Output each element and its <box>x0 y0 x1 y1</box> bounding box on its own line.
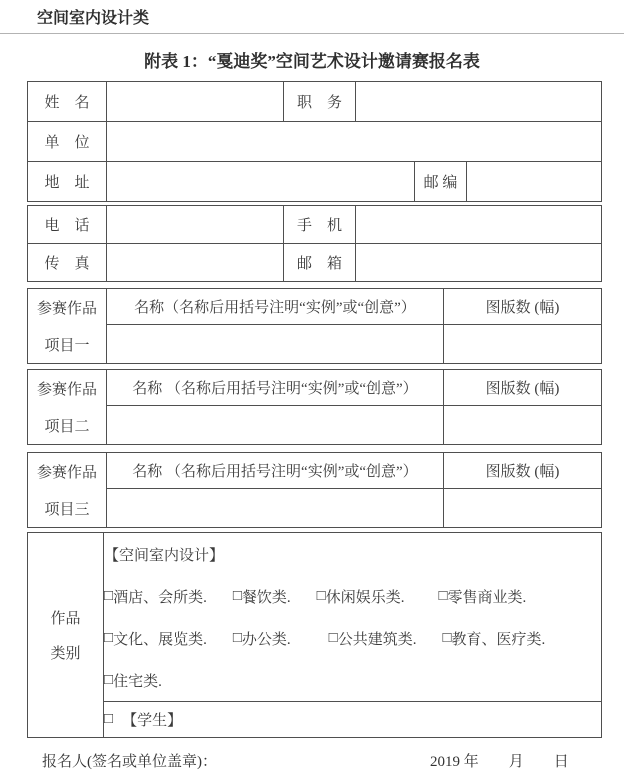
postcode-input-cell[interactable] <box>467 162 602 202</box>
student-label: 【学生】 <box>122 713 183 729</box>
checkbox-icon[interactable]: □ <box>104 629 114 646</box>
contact-table-b <box>27 205 602 282</box>
position-input-cell[interactable] <box>356 82 602 122</box>
phone-label-cell: 电 话 <box>28 206 107 244</box>
category-option-label: 公共建筑类. <box>337 631 417 648</box>
checkbox-icon[interactable]: □ <box>438 587 448 604</box>
project2-name-input-cell[interactable] <box>107 406 444 445</box>
student-option <box>104 709 601 730</box>
project-group-label: 参赛作品 <box>36 465 97 481</box>
category-option-label: 教育、医疗类. <box>451 631 546 648</box>
project-table-3 <box>27 452 602 528</box>
category-option-education <box>442 628 545 649</box>
mobile-input-cell[interactable] <box>356 206 602 244</box>
checkbox-icon[interactable]: □ <box>104 711 114 727</box>
project-group-label: 参赛作品 <box>36 382 97 398</box>
category-options-row1 <box>104 575 601 617</box>
category-option-culture <box>104 628 207 649</box>
category-option-label: 休闲娱乐类. <box>325 589 405 606</box>
category-option-dining <box>233 586 291 607</box>
category-header-text: 空间室内设计类 <box>37 10 150 27</box>
postcode-label-cell: 邮 编 <box>415 162 467 202</box>
category-options-row2 <box>104 617 601 659</box>
unit-label-cell: 单 位 <box>28 122 107 162</box>
project-item-label: 项目一 <box>44 338 90 354</box>
email-label-cell: 邮 箱 <box>284 244 356 282</box>
project2-label-cell <box>28 370 107 445</box>
project-table-1 <box>27 288 602 364</box>
name-input-cell[interactable] <box>107 82 284 122</box>
checkbox-icon[interactable]: □ <box>442 629 452 646</box>
checkbox-icon[interactable]: □ <box>232 629 242 646</box>
project1-label-cell <box>28 289 107 364</box>
project1-plates-header: 图版数 (幅) <box>444 289 602 325</box>
category-section-title: 【空间室内设计】 <box>104 547 225 564</box>
name-label-cell: 姓 名 <box>28 82 107 122</box>
category-header <box>0 0 624 34</box>
category-label-cell <box>28 533 104 738</box>
signer-label: 报名人(签名或单位盖章)： <box>42 754 217 770</box>
fax-input-cell[interactable] <box>107 244 284 282</box>
project-item-label: 项目三 <box>44 502 90 518</box>
project3-name-header: 名称 （名称后用括号注明“实例”或“创意”） <box>107 453 444 489</box>
category-option-retail <box>438 586 526 607</box>
category-option-public <box>329 628 417 649</box>
checkbox-icon[interactable]: □ <box>328 629 338 646</box>
project3-plates-input-cell[interactable] <box>444 489 602 528</box>
project1-name-input-cell[interactable] <box>107 325 444 364</box>
category-option-label: 文化、展览类. <box>113 631 207 648</box>
footer <box>0 750 624 772</box>
phone-input-cell[interactable] <box>107 206 284 244</box>
unit-input-cell[interactable] <box>107 122 602 162</box>
address-input-cell[interactable] <box>107 162 415 202</box>
form-title: 附表 1：“戛迪奖”空间艺术设计邀请赛报名表 <box>144 52 480 71</box>
project2-name-header: 名称 （名称后用括号注明“实例”或“创意”） <box>107 370 444 406</box>
checkbox-icon[interactable]: □ <box>232 587 242 604</box>
category-option-leisure <box>317 586 405 607</box>
category-option-hotel <box>104 586 207 607</box>
category-options-row3 <box>104 659 601 701</box>
checkbox-icon[interactable]: □ <box>104 587 114 604</box>
category-label-line1: 作品 <box>50 611 81 627</box>
category-option-label: 住宅类. <box>113 673 162 690</box>
category-option-label: 办公类. <box>241 631 291 648</box>
project3-label-cell <box>28 453 107 528</box>
category-option-label: 酒店、会所类. <box>113 589 207 606</box>
category-label-line2: 类别 <box>50 646 81 662</box>
category-table <box>27 532 602 738</box>
project1-name-header: 名称（名称后用括号注明“实例”或“创意”） <box>107 289 444 325</box>
mobile-label-cell: 手 机 <box>284 206 356 244</box>
fax-label-cell: 传 真 <box>28 244 107 282</box>
category-option-label: 餐饮类. <box>241 589 291 606</box>
project1-plates-input-cell[interactable] <box>444 325 602 364</box>
email-input-cell[interactable] <box>356 244 602 282</box>
contact-table-a <box>27 81 602 202</box>
category-option-label: 零售商业类. <box>447 589 527 606</box>
project2-plates-input-cell[interactable] <box>444 406 602 445</box>
checkbox-icon[interactable]: □ <box>316 587 326 604</box>
project-item-label: 项目二 <box>44 419 90 435</box>
category-option-residential <box>104 670 162 691</box>
category-option-office <box>233 628 291 649</box>
project3-plates-header: 图版数 (幅) <box>444 453 602 489</box>
checkbox-icon[interactable]: □ <box>104 671 114 688</box>
project2-plates-header: 图版数 (幅) <box>444 370 602 406</box>
project-group-label: 参赛作品 <box>36 301 97 317</box>
date-text: 2019 年 月 日 <box>430 754 569 770</box>
student-row-cell <box>104 702 602 738</box>
position-label-cell: 职 务 <box>284 82 356 122</box>
category-content-cell <box>104 533 602 702</box>
address-label-cell: 地 址 <box>28 162 107 202</box>
project-table-2 <box>27 369 602 445</box>
project3-name-input-cell[interactable] <box>107 489 444 528</box>
